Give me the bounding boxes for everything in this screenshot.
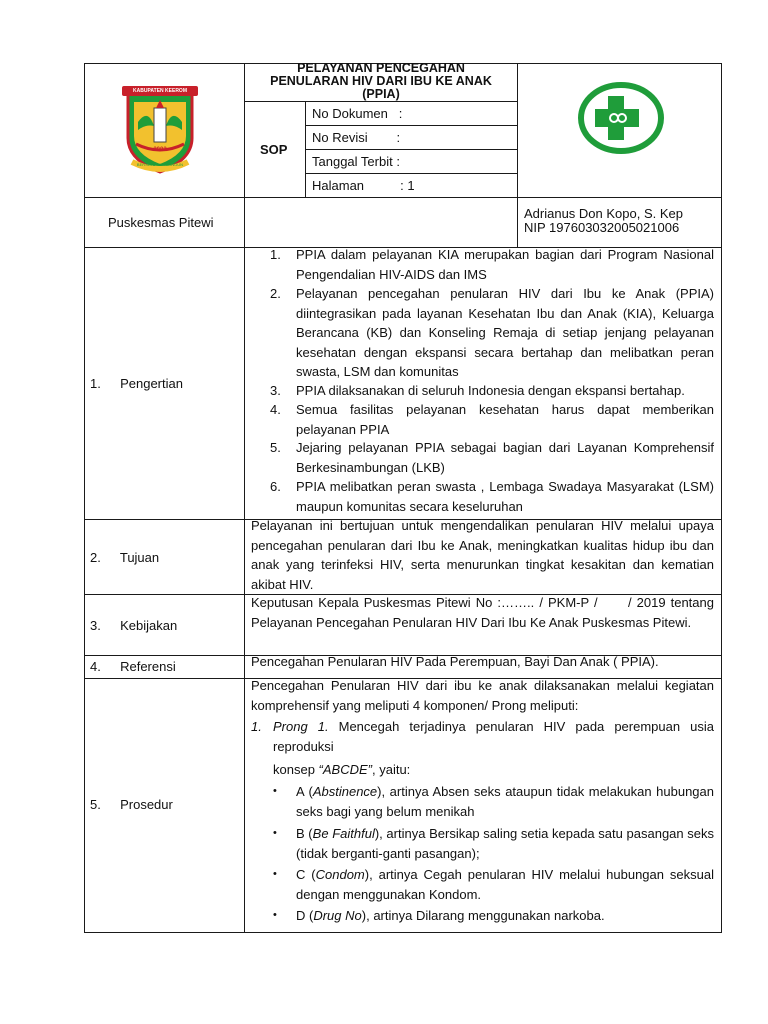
section-label-referensi: [90, 657, 176, 676]
section-number: 5.: [90, 797, 101, 812]
health-cross-icon: [578, 82, 664, 154]
title-line-1: PELAYANAN PENCEGAHAN: [297, 61, 465, 75]
kebijakan-text: Keputusan Kepala Puskesmas Pitewi No :…….. / PKM-P / / 2019 tentang Pelayanan Pencegahan Penularan HIV Dari Ibu Ke Anak Puskesmas Pitewi.: [251, 595, 718, 630]
meta-revision: No Revisi :: [312, 130, 401, 145]
konsep-term: “ABCDE”: [318, 762, 372, 777]
section-number: 1.: [90, 376, 101, 391]
section-number: 2.: [90, 550, 101, 565]
meta-issue-date: Tanggal Terbit :: [312, 154, 400, 169]
document-title: [246, 62, 516, 101]
bullet-icon: •: [273, 868, 277, 880]
logo-motto: BERSATU MEMBANGUN: [136, 162, 184, 167]
section-title: Tujuan: [119, 550, 160, 565]
meta-doc-number: No Dokumen :: [312, 106, 403, 121]
logo-year: 2002: [153, 147, 167, 153]
title-line-2: PENULARAN HIV DARI IBU KE ANAK: [270, 74, 492, 88]
section-title: Prosedur: [120, 797, 173, 812]
section-label-prosedur: [90, 795, 173, 814]
regency-emblem-icon: [118, 82, 202, 174]
prong-title: Prong 1.: [273, 719, 329, 734]
referensi-text: Pencegahan Penularan HIV Pada Perempuan, Bayi Dan Anak ( PPIA).: [251, 654, 659, 669]
section-title: Referensi: [120, 659, 176, 674]
tujuan-text: Pelayanan ini bertujuan untuk mengendalikan penularan HIV melalui upaya pencegahan penularan dari Ibu ke Anak, meningkatkan kualitas hidup ibu dan anak yang terinfeksi HIV, serta menurunkan tingkat kesakitan dan kematian akibat HIV.: [251, 518, 714, 592]
org-name: Puskesmas Pitewi: [108, 215, 214, 230]
section-title: Pengertian: [120, 376, 183, 391]
sop-label: SOP: [260, 142, 288, 157]
logo-title: KABUPATEN KEEROM: [133, 88, 187, 94]
bullet-icon: •: [273, 785, 277, 797]
signatory-name: Adrianus Don Kopo, S. Kep: [524, 206, 683, 221]
section-title: Kebijakan: [120, 618, 178, 633]
bullet-icon: •: [273, 909, 277, 921]
konsep-line: konsep “ABCDE”, yaitu:: [273, 762, 411, 777]
regency-logo: [118, 82, 202, 174]
section-label-tujuan: [90, 548, 159, 567]
puskesmas-logo: [578, 82, 664, 154]
section-label-pengertian: [90, 374, 183, 393]
section-number: 3.: [90, 618, 101, 633]
signatory-nip: NIP 197603032005021006: [524, 220, 680, 235]
signatory-block: [524, 207, 683, 235]
section-number: 4.: [90, 659, 101, 674]
section-label-kebijakan: [90, 616, 177, 635]
bullet-icon: •: [273, 827, 277, 839]
meta-page: Halaman : 1: [312, 178, 415, 193]
prosedur-intro: Pencegahan Penularan HIV dari ibu ke anak dilaksanakan melalui kegiatan komprehensif yang meliputi 4 komponen/ Prong meliputi:: [251, 678, 714, 713]
title-line-3: (PPIA): [362, 87, 400, 101]
prong-text: Mencegah terjadinya penularan HIV pada perempuan usia reproduksi: [273, 719, 714, 754]
